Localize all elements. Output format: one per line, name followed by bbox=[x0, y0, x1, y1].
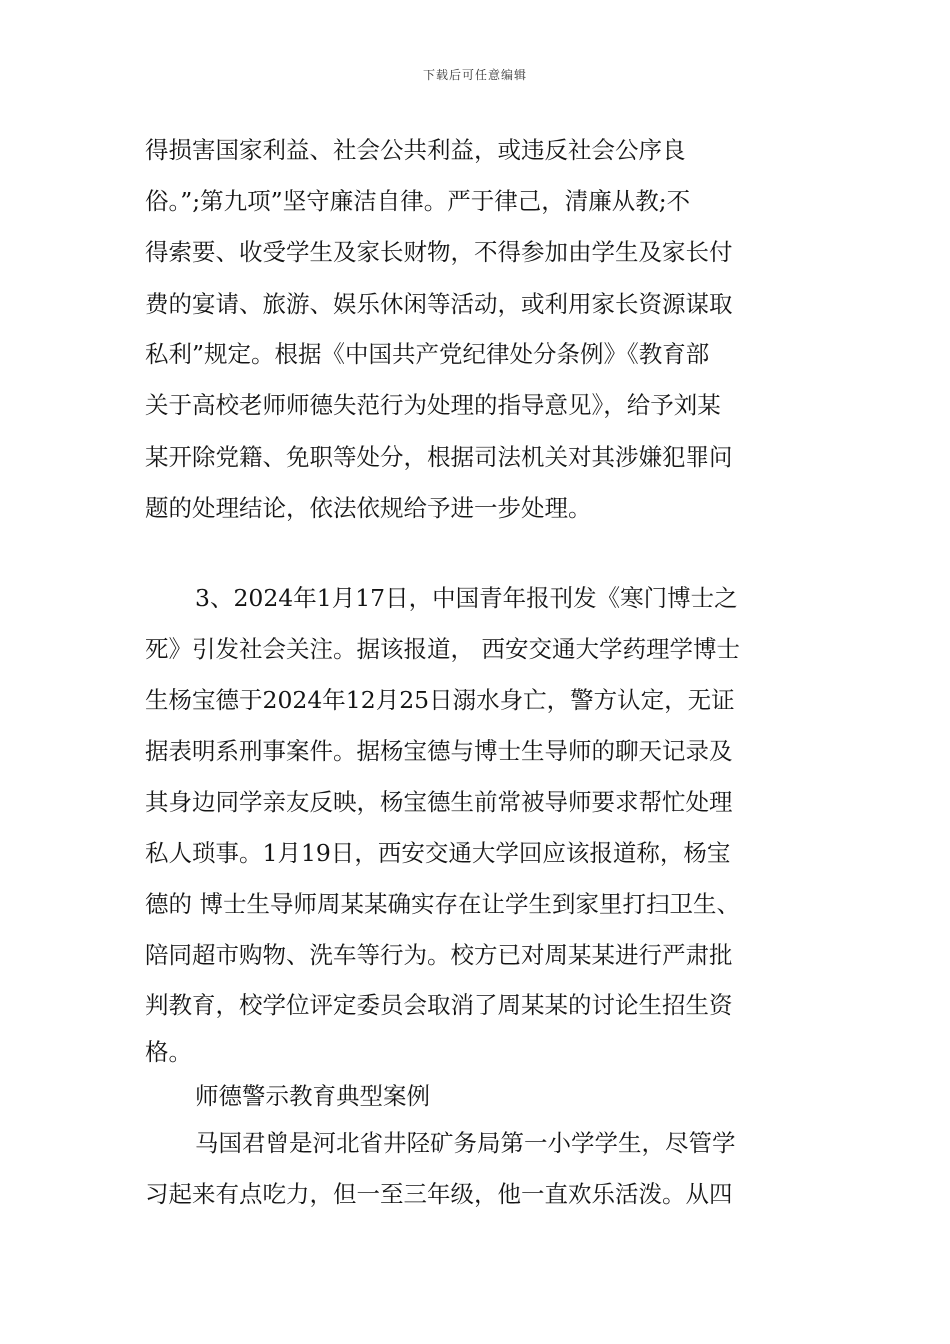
body-line: 其身边同学亲友反映，杨宝德生前常被导师要求帮忙处理 bbox=[145, 788, 733, 816]
body-line: 私利”规定。根据《中国共产党纪律处分条例》《教育部 bbox=[145, 340, 710, 368]
body-line: 某开除党籍、免职等处分，根据司法机关对其涉嫌犯罪问 bbox=[145, 443, 733, 471]
body-line: 得索要、收受学生及家长财物，不得参加由学生及家长付 bbox=[145, 238, 733, 266]
body-line: 得损害国家利益、社会公共利益，或违反社会公序良 bbox=[145, 136, 686, 164]
section-heading: 师德警示教育典型案例 bbox=[195, 1082, 430, 1110]
body-line: 题的处理结论，依法依规给予进一步处理。 bbox=[145, 494, 592, 522]
body-line: 死》引发社会关注。据该报道， 西安交通大学药理学博士 bbox=[145, 635, 740, 663]
body-line: 习起来有点吃力，但一至三年级，他一直欢乐活泼。从四 bbox=[145, 1180, 733, 1208]
body-line: 判教育，校学位评定委员会取消了周某某的讨论生招生资 bbox=[145, 991, 733, 1019]
body-line: 3、2024年1月17日，中国青年报刊发《寒门博士之 bbox=[195, 584, 738, 612]
body-line: 私人琐事。1月19日，西安交通大学回应该报道称，杨宝 bbox=[145, 839, 731, 867]
body-line: 陪同超市购物、洗车等行为。校方已对周某某进行严肃批 bbox=[145, 941, 733, 969]
body-line: 费的宴请、旅游、娱乐休闲等活动，或利用家长资源谋取 bbox=[145, 290, 733, 318]
page-header: 下载后可任意编辑 bbox=[422, 68, 527, 82]
body-line: 生杨宝德于2024年12月25日溺水身亡，警方认定，无证 bbox=[145, 686, 735, 714]
body-line: 马国君曾是河北省井陉矿务局第一小学学生，尽管学 bbox=[195, 1129, 736, 1157]
body-line: 据表明系刑事案件。据杨宝德与博士生导师的聊天记录及 bbox=[145, 737, 733, 765]
body-line: 俗。”;第九项”坚守廉洁自律。严于律己，清廉从教;不 bbox=[145, 187, 691, 215]
body-line: 关于高校老师师德失范行为处理的指导意见》，给予刘某 bbox=[145, 391, 721, 419]
body-line: 德的 博士生导师周某某确实存在让学生到家里打扫卫生、 bbox=[145, 890, 740, 918]
body-line: 格。 bbox=[145, 1038, 192, 1066]
